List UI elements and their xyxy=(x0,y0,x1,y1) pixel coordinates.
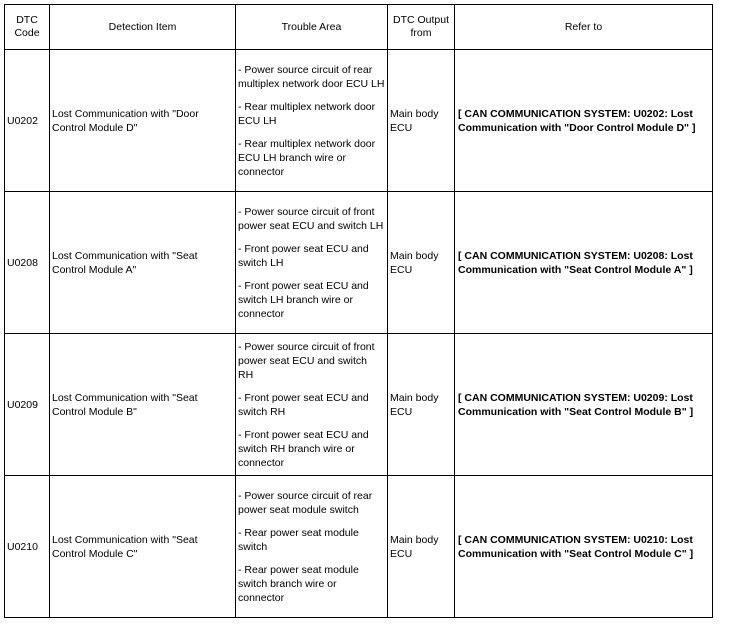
dtc-table xyxy=(4,4,713,618)
trouble-area-line: - Rear multiplex network door ECU LH xyxy=(238,100,376,127)
header-detection-item: Detection Item xyxy=(50,5,236,50)
dtc-output-from: Main body ECU xyxy=(388,50,455,192)
trouble-area-line: - Rear power seat module switch branch wire or connector xyxy=(238,563,359,604)
trouble-area xyxy=(236,334,388,476)
dtc-code: U0210 xyxy=(5,476,50,618)
trouble-area-line: - Power source circuit of rear power seat module switch xyxy=(238,489,373,516)
trouble-area-line: - Front power seat ECU and switch LH branch wire or connector xyxy=(238,279,369,320)
detection-item: Lost Communication with "Door Control Module D" xyxy=(50,50,236,192)
trouble-area xyxy=(236,50,388,192)
header-dtc-code: DTC Code xyxy=(5,5,50,50)
detection-item: Lost Communication with "Seat Control Module B" xyxy=(50,334,236,476)
header-output-from: DTC Output from xyxy=(388,5,455,50)
refer-to-link[interactable]: [ CAN COMMUNICATION SYSTEM: U0209: Lost Communication with "Seat Control Module B" ] xyxy=(455,334,713,476)
trouble-area xyxy=(236,192,388,334)
dtc-output-from: Main body ECU xyxy=(388,192,455,334)
table-row xyxy=(5,334,713,476)
refer-to-link[interactable]: [ CAN COMMUNICATION SYSTEM: U0208: Lost Communication with "Seat Control Module A" ] xyxy=(455,192,713,334)
dtc-code: U0209 xyxy=(5,334,50,476)
trouble-area-line: - Power source circuit of rear multiplex network door ECU LH xyxy=(238,63,385,90)
header-refer-to: Refer to xyxy=(455,5,713,50)
trouble-area xyxy=(236,476,388,618)
header-row xyxy=(5,5,713,50)
trouble-area-line: - Front power seat ECU and switch RH xyxy=(238,391,369,418)
refer-to-link[interactable]: [ CAN COMMUNICATION SYSTEM: U0210: Lost Communication with "Seat Control Module C" ] xyxy=(455,476,713,618)
table-row xyxy=(5,192,713,334)
trouble-area-line: - Front power seat ECU and switch LH xyxy=(238,242,369,269)
trouble-area-line: - Rear multiplex network door ECU LH branch wire or connector xyxy=(238,137,376,178)
refer-to-link[interactable]: [ CAN COMMUNICATION SYSTEM: U0202: Lost Communication with "Door Control Module D" ] xyxy=(455,50,713,192)
dtc-code: U0208 xyxy=(5,192,50,334)
dtc-output-from: Main body ECU xyxy=(388,476,455,618)
trouble-area-line: - Power source circuit of front power seat ECU and switch RH xyxy=(238,340,375,381)
table-row xyxy=(5,50,713,192)
dtc-code: U0202 xyxy=(5,50,50,192)
detection-item: Lost Communication with "Seat Control Module C" xyxy=(50,476,236,618)
detection-item: Lost Communication with "Seat Control Module A" xyxy=(50,192,236,334)
trouble-area-line: - Front power seat ECU and switch RH branch wire or connector xyxy=(238,428,369,469)
header-trouble-area: Trouble Area xyxy=(236,5,388,50)
table-row xyxy=(5,476,713,618)
trouble-area-line: - Power source circuit of front power seat ECU and switch LH xyxy=(238,205,384,232)
dtc-output-from: Main body ECU xyxy=(388,334,455,476)
trouble-area-line: - Rear power seat module switch xyxy=(238,526,359,553)
